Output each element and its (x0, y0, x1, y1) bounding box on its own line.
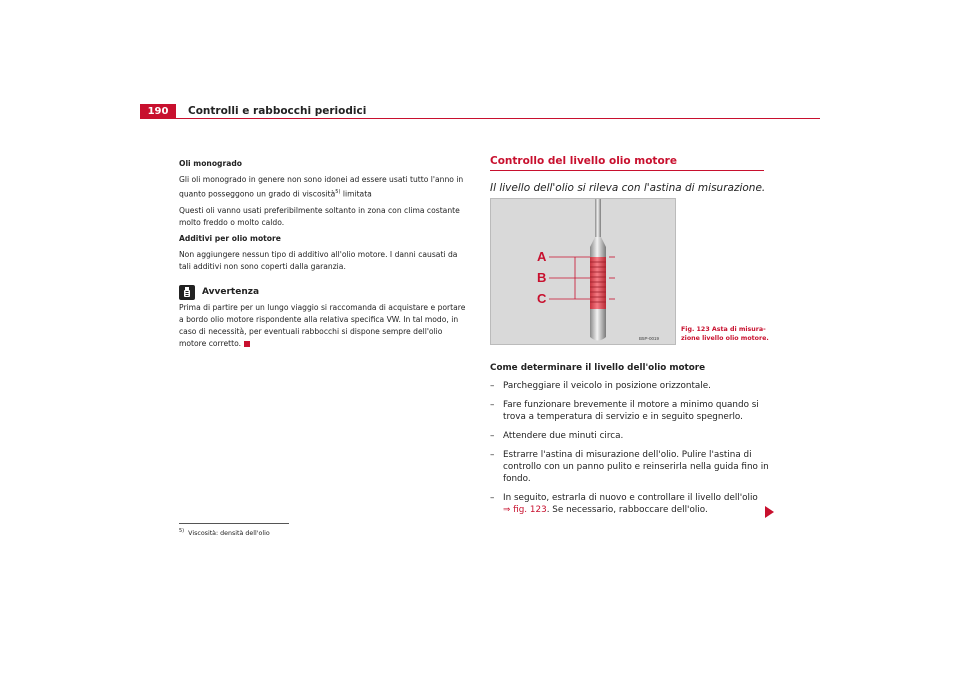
dash: – (490, 381, 495, 391)
figure-code: B5P-0019 (639, 336, 660, 341)
steps-section (490, 362, 772, 523)
caption-line-2: zione livello olio motore. (681, 334, 769, 342)
step-text: Fare funzionare brevemente il motore a minimo quando si trova a temperatura di servizio e in seguito spegnerlo. (503, 400, 759, 422)
header-rule (176, 118, 820, 119)
left-column (179, 156, 471, 354)
para1-text: Gli oli monogrado in genere non sono idonei ad essere usati tutto l'anno in quanto posseggono un grado di viscosità (179, 175, 464, 199)
footnote-marker: 5) (179, 528, 185, 534)
footnote (179, 528, 270, 537)
list-item (490, 492, 772, 516)
measure-band (590, 257, 606, 309)
step-text: Estrarre l'astina di misurazione dell'olio. Pulire l'astina di controllo con un panno pulito e reinserirla nella guida fino in fondo. (503, 450, 769, 484)
steps-title: Come determinare il livello dell'olio motore (490, 363, 706, 373)
continue-arrow-icon (765, 506, 774, 518)
lead-text: Il livello dell'olio si rileva con l'astina di misurazione. (490, 182, 766, 194)
label-b: B (537, 270, 547, 285)
chapter-title: Controlli e rabbocchi periodici (188, 105, 367, 117)
dash: – (490, 450, 495, 460)
warning-header (179, 285, 471, 300)
step5-tail: . Se necessario, rabboccare dell'olio. (546, 505, 708, 515)
figure-link[interactable]: ⇒ fig. 123 (503, 505, 547, 515)
footnote-text: Viscosità: densità dell'olio (188, 530, 270, 538)
right-column (490, 154, 780, 195)
note-icon (179, 285, 195, 300)
dash: – (490, 493, 495, 503)
heading-additivi: Additivi per olio motore (179, 233, 281, 243)
warning-body: Prima di partire per un lungo viaggio si raccomanda di acquistare e portare a bordo olio motore rispondente alla relativa specifica VW. In tal modo, in caso di necessità, per eventuali rabbocchi si dispone sempre dell'olio motore corretto. (179, 302, 466, 348)
dash: – (490, 400, 495, 410)
para1-tail: limitata (340, 189, 372, 199)
step-text: Attendere due minuti circa. (503, 431, 624, 441)
paragraph-oli-monogrado (179, 174, 471, 201)
dipstick-illustration (491, 199, 677, 346)
paragraph-additivi: Non aggiungere nessun tipo di additivo all'olio motore. I danni causati da tali additivi non sono coperti dalla garanzia. (179, 249, 458, 271)
warning-title: Avvertenza (202, 287, 260, 298)
section-title: Controllo del livello olio motore (490, 155, 677, 167)
section-rule (490, 170, 764, 171)
rod-top (595, 199, 601, 237)
step-text: Parcheggiare il veicolo in posizione orizzontale. (503, 381, 711, 391)
page-header (140, 104, 820, 119)
dash: – (490, 431, 495, 441)
step-text (503, 492, 758, 516)
step5-text: In seguito, estrarla di nuovo e controllare il livello dell'olio (503, 493, 758, 503)
footnote-ref[interactable]: 5) (335, 189, 341, 195)
heading-oli-monogrado: Oli monogrado (179, 159, 243, 168)
label-a: A (537, 249, 547, 264)
caption-line-1: Fig. 123 Asta di misura- (681, 326, 766, 333)
end-mark-icon (244, 341, 250, 347)
paragraph-clima: Questi oli vanno usati preferibilmente soltanto in zona con clima costante molto freddo o molto caldo. (179, 205, 460, 227)
warning-text (179, 302, 471, 350)
list-item (490, 449, 772, 485)
dipstick-figure (490, 198, 676, 345)
label-c: C (537, 291, 547, 306)
list-item (490, 430, 772, 442)
rod-taper (590, 237, 606, 257)
figure-caption (681, 326, 771, 343)
footnote-rule (179, 523, 289, 524)
rod-tip (590, 309, 606, 341)
list-item (490, 399, 772, 423)
page-number: 190 (140, 104, 176, 119)
list-item (490, 380, 772, 392)
